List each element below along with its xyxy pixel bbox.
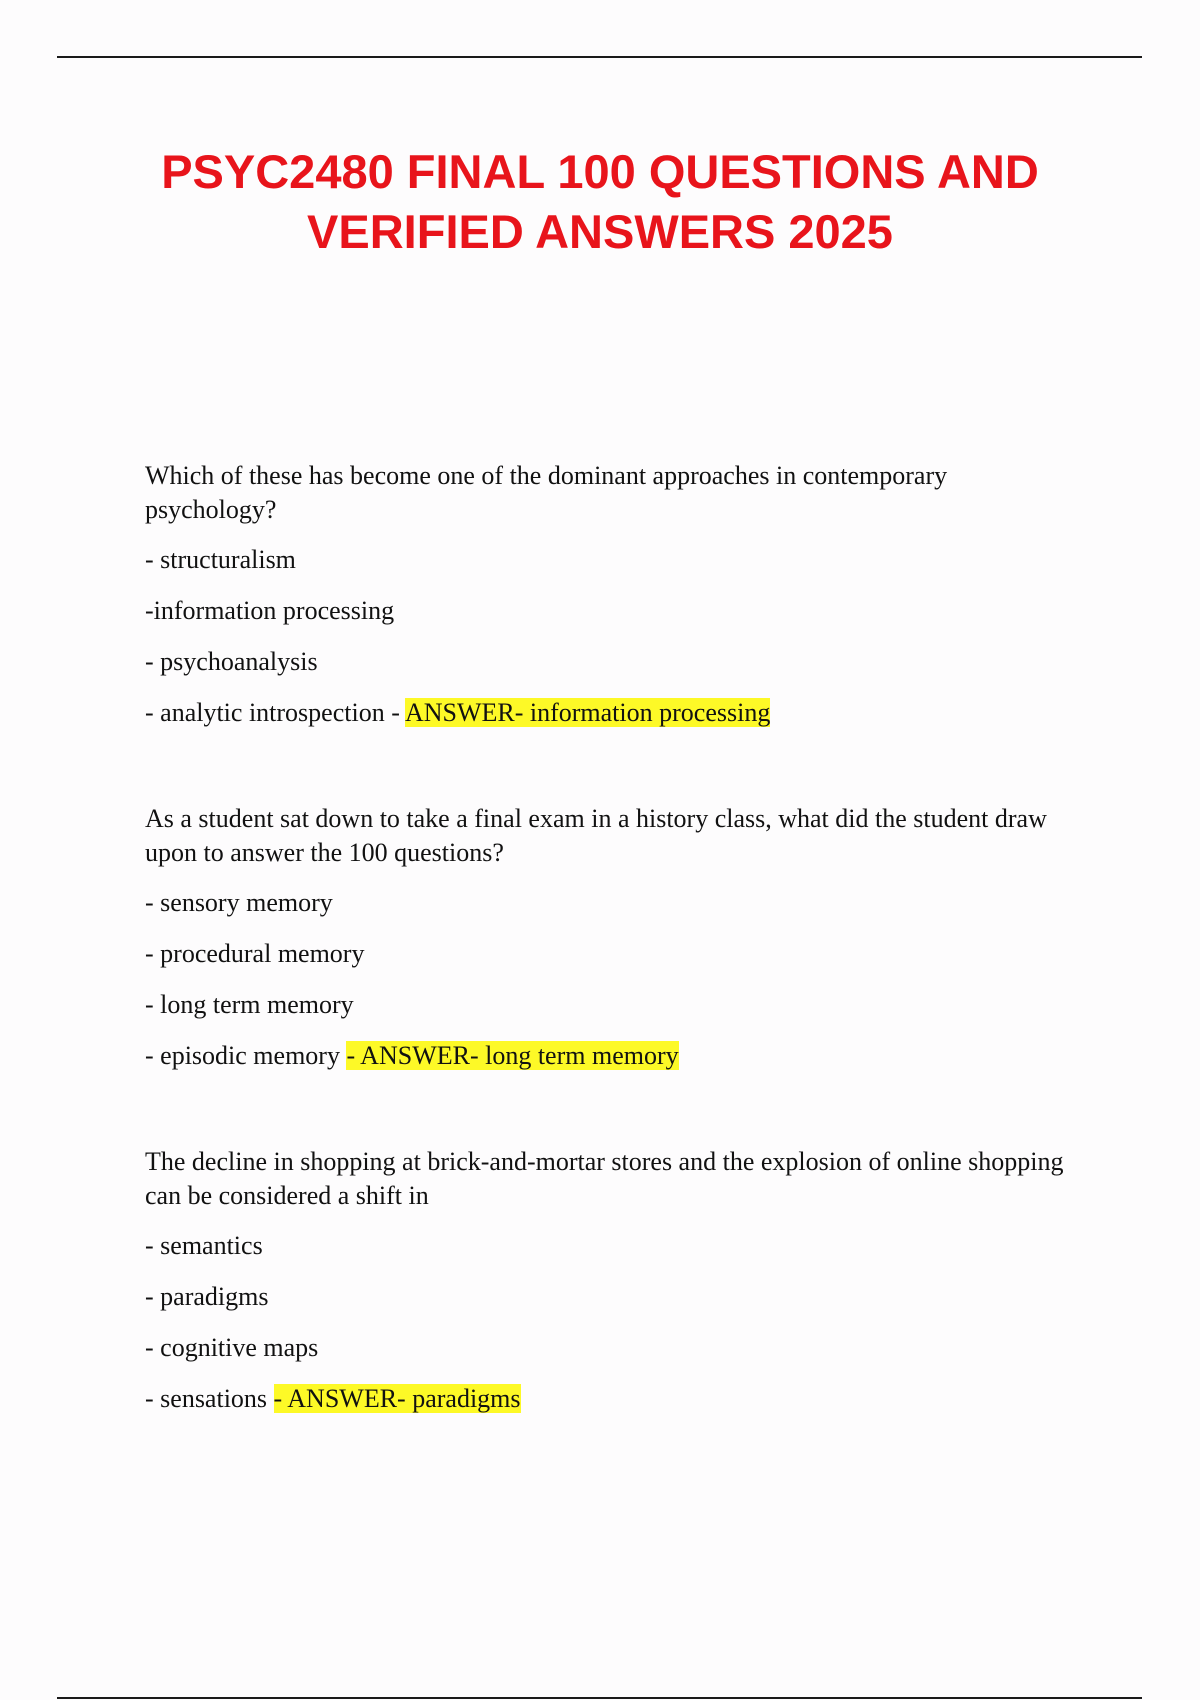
option-2: -information processing — [145, 596, 395, 625]
option-4-with-answer — [145, 1382, 1085, 1433]
top-rule — [57, 56, 1142, 58]
question-text: Which of these has become one of the dominant approaches in contemporary psychology? — [145, 461, 948, 524]
option-4: - sensations — [145, 1384, 274, 1413]
option-4-with-answer — [145, 696, 1085, 747]
option-3: - psychoanalysis — [145, 647, 318, 676]
option-1: - sensory memory — [145, 888, 333, 917]
option-2: - procedural memory — [145, 939, 365, 968]
option-3: - cognitive maps — [145, 1333, 319, 1362]
title-line-1: PSYC2480 FINAL 100 QUESTIONS AND — [161, 145, 1039, 198]
question-block-1 — [145, 459, 1085, 747]
answer-highlight: ANSWER- information processing — [404, 698, 771, 727]
option-1: - semantics — [145, 1231, 263, 1260]
question-block-3 — [145, 1145, 1085, 1433]
document-title — [0, 142, 1200, 262]
option-1: - structuralism — [145, 545, 296, 574]
question-block-2 — [145, 802, 1085, 1090]
answer-highlight: - ANSWER- paradigms — [273, 1384, 521, 1413]
option-2: - paradigms — [145, 1282, 269, 1311]
question-text: The decline in shopping at brick-and-mortar stores and the explosion of online shopping can be considered a shift in — [145, 1147, 1064, 1210]
answer-highlight: - ANSWER- long term memory — [346, 1041, 679, 1070]
bottom-rule — [57, 1697, 1142, 1699]
option-4: - analytic introspection - — [145, 698, 405, 727]
question-text: As a student sat down to take a final exam in a history class, what did the student draw upon to answer the 100 questions? — [145, 804, 1047, 867]
option-3: - long term memory — [145, 990, 354, 1019]
option-4-with-answer — [145, 1039, 1085, 1090]
title-line-2: VERIFIED ANSWERS 2025 — [307, 205, 893, 258]
option-4: - episodic memory — [145, 1041, 347, 1070]
